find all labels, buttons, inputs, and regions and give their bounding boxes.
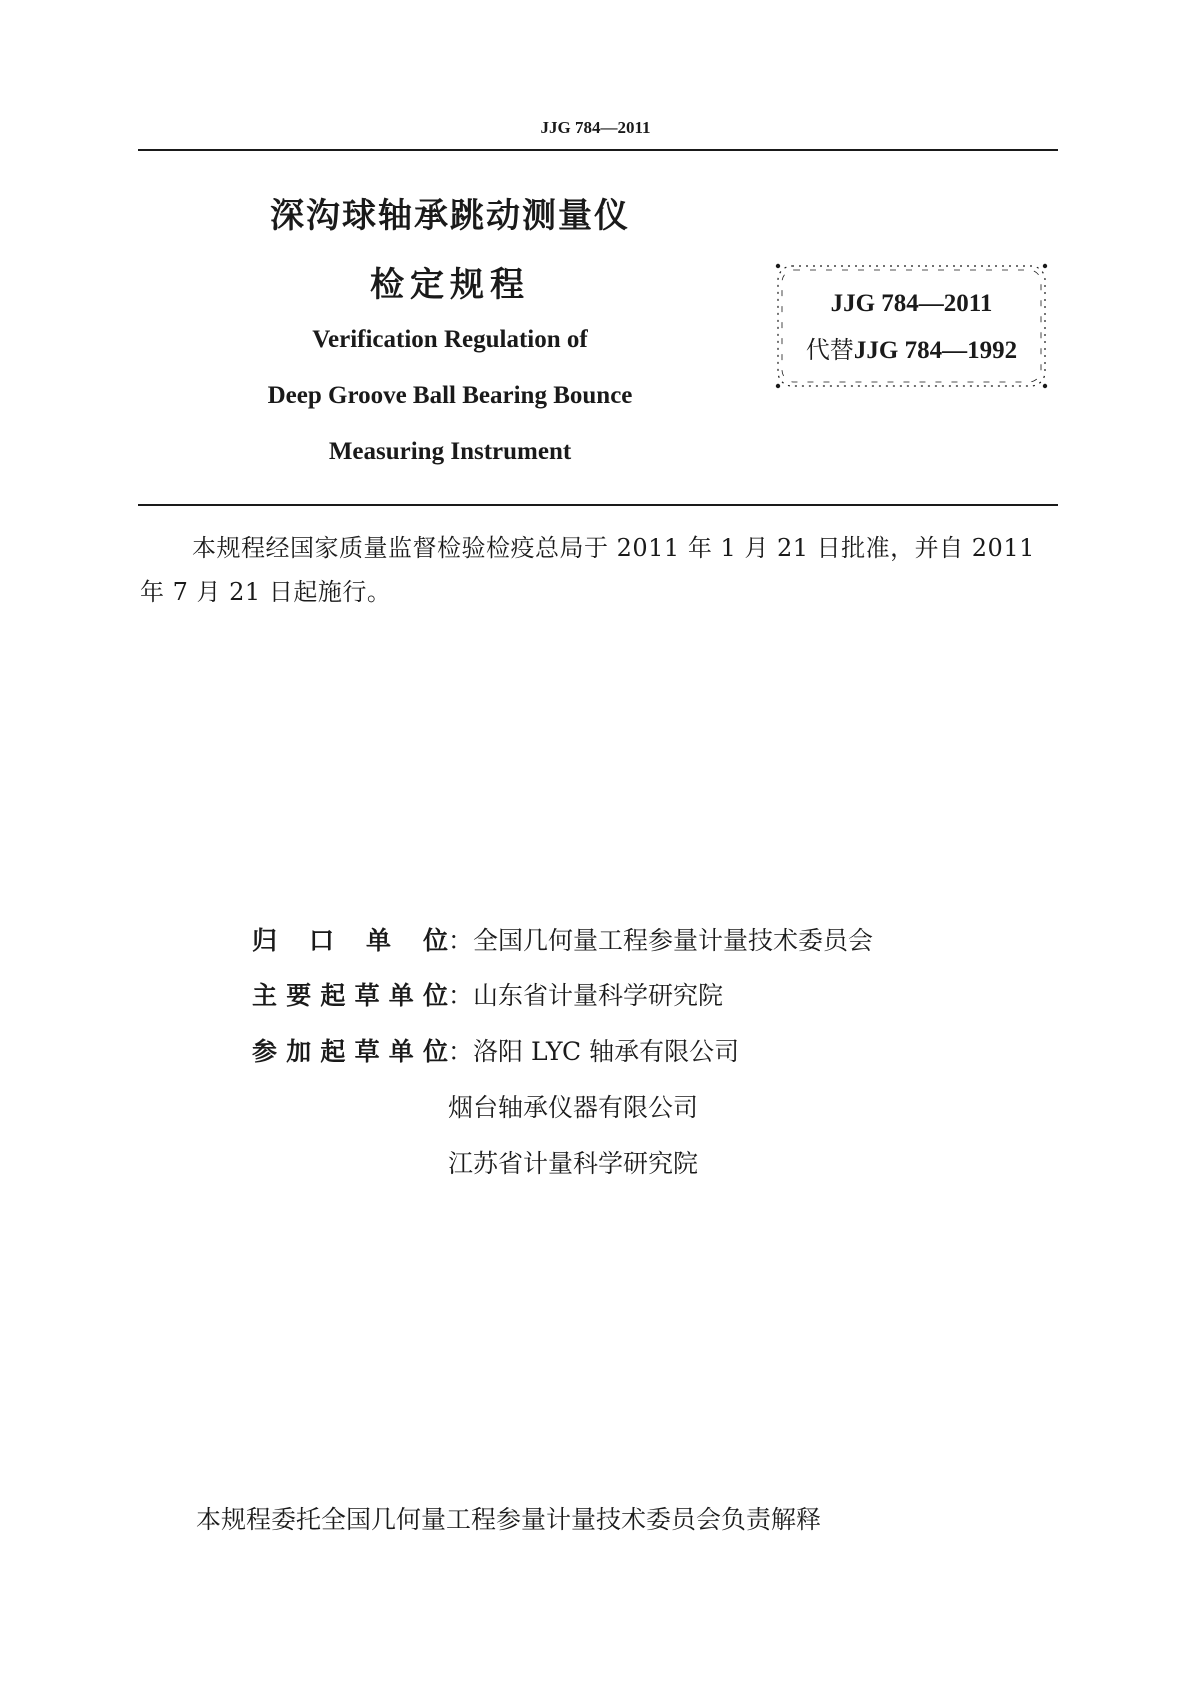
header-rule [138,149,1058,151]
title-en-line2: Deep Groove Ball Bearing Bounce [267,382,633,409]
colon: ： [448,981,474,1010]
header-standard-code: JJG 784—2011 [540,118,651,137]
participating-unit-row [252,1032,739,1072]
badge-replaces [773,330,1050,365]
main-drafting-unit-value: 山东省计量科学研究院 [473,981,724,1010]
title-en-line3: Measuring Instrument [328,438,572,465]
badge-dotted-frame [773,261,1050,391]
centralized-unit-label: 归口单位 [252,926,448,955]
section-rule [138,504,1058,506]
title-cn-line2: 检定规程 [370,265,530,305]
participating-unit-value: 江苏省计量科学研究院 [448,1149,699,1178]
approval-statement: 本规程经国家质量监督检验检疫总局于 2011 年 1 月 21 日批准，并自 2011 年 7 月 21 日起施行。 [140,534,1035,606]
title-cn-line1: 深沟球轴承跳动测量仪 [270,196,630,236]
participating-unit-value: 洛阳 LYC 轴承有限公司 [473,1037,740,1066]
participating-unit-label: 参加起草单位 [252,1037,448,1066]
standard-code-badge [773,261,1050,391]
main-drafting-unit-label: 主要起草单位 [252,981,448,1010]
badge-replaces-prefix: 代替 [805,336,854,364]
centralized-unit-value: 全国几何量工程参量计量技术委员会 [473,926,874,955]
interpretation-note: 本规程委托全国几何量工程参量计量技术委员会负责解释 [196,1505,822,1534]
participating-unit-value: 烟台轴承仪器有限公司 [448,1093,699,1122]
colon: ： [448,926,474,955]
title-en-line1: Verification Regulation of [312,326,588,353]
badge-replaces-code: JJG 784—1992 [853,337,1018,364]
main-drafting-unit-row [252,976,723,1016]
centralized-unit-row [252,921,873,961]
colon: ： [448,1037,474,1066]
badge-code: JJG 784—2011 [830,290,993,317]
